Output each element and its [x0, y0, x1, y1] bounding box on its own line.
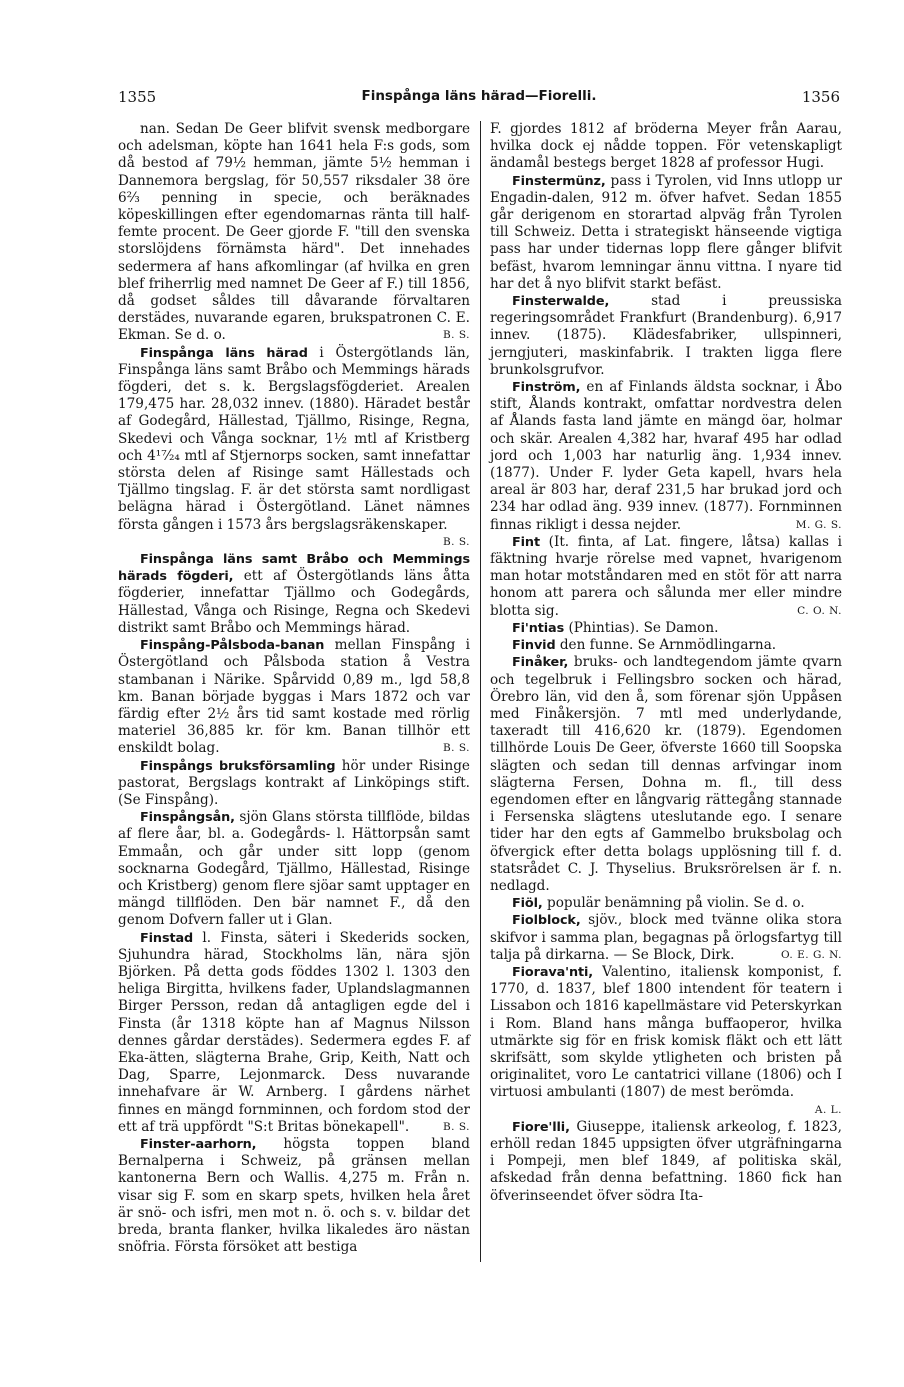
entry-text: hör under Risinge pastorat, Bergslags kontrakt af Linköpings stift. (Se Finspång).	[118, 757, 470, 808]
entry	[118, 809, 470, 929]
entry-text: l. Finsta, säteri i Skederids socken, Sjuhundra härad, Stockholms län, nära sjön Björken. På detta gods föddes 1302 l. 1303 den heliga Birgitta, hvilkens fader, Uplandslagmannen Birger Persson, redan då antagligen egde del i Finsta (år 1318 köpte han af Magnus Nilsson dennes gårdar derstädes). Sedermera egdes F. af Eka-ätten, slägterna Brahe, Grip, Keith, Natt och Dag, Sparre, Lejonmarck. Dess nuvarande innehafvare är W. Arnberg. I gårdens närhet finnes en mängd fornminnen, och fordom stod der ett af trä uppfördt "S:t Britas bönekapell".	[118, 929, 470, 1135]
entry-text: (It. finta, af Lat. fingere, låtsa) kallas i fäktning hvarje rörelse med vapnet, hvarigenom man hotar motståndaren med en stöt för att narra honom att parera och sålunda mer eller mindre blotta sig.	[490, 533, 842, 619]
entry-text: nan. Sedan De Geer blifvit svensk medborgare och adelsman, köpte han 1641 hela F:s gods, som då bestod af 79½ hemman, jämte 5½ hemman i Dannemora bergslag, för 50,557 riksdaler 38 öre 6⅔ penning in specie, och beräknades köpeskillingen efter egendomarnas ränta till half-femte procent. De Geer gjorde F. "till den svenska storslöjdens förnämsta härd". Det innehades sedermera af hans afkomlingar (af hvilka en gren blef friherrlig med namnet De Geer af F.) till 1856, då godset såldes till dåvarande förvaltaren derstädes, nuvarande egaren, brukspatronen C. E. Ekman. Se d. o.	[118, 121, 470, 344]
entry	[118, 637, 470, 757]
left-column	[118, 121, 470, 1256]
entry-headword: Fiorava'nti,	[512, 964, 594, 980]
entry-text: mellan Finspång i Östergötland och Pålsboda station å Vestra stambanan i Närike. Spårvidd 0,89 m., lgd 58,8 km. Banan började byggas i Mars 1872 och var färdig efter 2½ års tid samt kostade med rörlig materiel 36,885 kr. för km. Banan tillhör ett enskildt bolag.	[118, 637, 470, 757]
entry-signature: A. L.	[814, 1103, 842, 1116]
entry-headword: Finstad	[140, 930, 194, 946]
entry-headword: Fiore'lli,	[512, 1119, 570, 1135]
entry-text: i Östergötlands län, Finspånga läns samt Bråbo och Memmings härads fögderi, det s. k. Bergslagsfögderiet. Arealen 179,475 har. 28,032 innev. (1880). Häradet består af Godegård, Hällestad, Tjällmo, Risinge, Regna, Skedevi och Vånga socknar, 1½ mtl af Kristberg och 4¹⁷⁄₂₄ mtl af Stjernorps socken, samt innefattar största delen af Risinge samt Hällestads och Tjällmo tingslag. F. är det största samt nordligast belägna härad i Östergötland. Länet nämnes första gången i 1573 års bergslagsräkenskaper.	[118, 344, 470, 533]
entry-headword: Finster-aarhorn,	[140, 1136, 257, 1152]
entry	[490, 379, 842, 534]
entry-text: Giuseppe, italiensk arkeolog, f. 1823, erhöll redan 1845 uppsigten öfver utgräfningarna i Pompeji, men blef 1849, af politiska skäl, afskedad från denna befattning. 1860 fick han öfverinseendet öfver södra Ita-	[490, 1118, 842, 1204]
entry-text: sjön Glans största tillflöde, bildas af flere åar, bl. a. Godegårds- l. Hättorpsån samt Emmaån, och går under sitt lopp (genom socknarna Godegård, Tjällmo, Hällestad, Risinge och Kristberg) genom flere sjöar samt upptager en mängd tillflöden. Den bär namnet F., då den genom Dofvern faller ut i Glan.	[118, 809, 470, 929]
entry-headword: Fint	[512, 534, 540, 550]
page-header	[118, 88, 840, 110]
entry-signature: O. E. G. N.	[780, 948, 842, 961]
entry-signature: B. S.	[442, 1120, 470, 1133]
entry	[490, 121, 842, 173]
entry-headword: Finspång-Pålsboda-banan	[140, 638, 325, 654]
entry-signature: B. S.	[442, 742, 470, 755]
right-column	[490, 121, 842, 1205]
entry	[490, 895, 842, 912]
entry-text: Valentino, italiensk komponist, f. 1770, d. 1837, blef 1800 intendent för teatern i Lissabon och 1816 kapellmästare vid Peterskyrkan i Rom. Bland hans många buffaoperor, hvilka utmärkte sig för en frisk komisk fläkt och ett lätt skrifsätt, som skylde ytligheten och bristen på originalitet, voro Le cantatrici villane (1806) och I virtuosi ambulanti (1807) de mest berömda.	[490, 963, 842, 1101]
entry	[490, 912, 842, 964]
entry	[118, 758, 470, 810]
entry-text: bruks- och landtegendom jämte qvarn och tegelbruk i Fellingsbro socken och härad, Örebro län, vid den å, som förenar sjön Uppåsen med Finåkersjön. 7 mtl med underlydande, taxeradt till 416,620 kr. (1879). Egendomen tillhörde Louis De Geer, öfverste 1660 till Soopska slägten och sedan till dennas arfvingar inom slägterna Fersen, Dohna m. fl., till dess egendomen efter en långvarig rättegång stannade i Fersenska slägtens uteslutande ego. I senare tider har den egts af Gammelbo bruksbolag och öfvergick efter detta bolags upplösning till f. d. statsrådet C. J. Thyselius. Bruksrörelsen är f. n. nedlagd.	[490, 654, 842, 894]
page-number-right: 1356	[801, 88, 840, 106]
entry	[490, 654, 842, 895]
entry-headword: Finspångsån,	[140, 810, 235, 826]
entry	[118, 551, 470, 637]
entry	[118, 930, 470, 1136]
entry-text: den funne. Se Arnmödlingarna.	[555, 637, 777, 654]
entry-text: ett af Östergötlands läns åtta fögderier, innefattar Tjällmo och Godegårds, Hällestad, Vånga och Risinge, Regna och Skedevi distrikt samt Bråbo och Memmings härad.	[118, 568, 471, 636]
entry-text: pass i Tyrolen, vid Inns utlopp ur Engadin-dalen, 912 m. öfver hafvet. Sedan 1855 går derigenom en storartad alpväg från Tyrolen till Schweiz. Detta i strategiskt hänseende vigtiga pass har under tidernas lopp flere gånger blifvit befäst, hvarom lemningar ännu vittna. I nyare tid har det å nyo blifvit starkt befäst.	[490, 172, 842, 292]
entry-text: en af Finlands äldsta socknar, i Åbo stift, Ålands kontrakt, omfattar nordvestra delen af Ålands fasta land jämte en mängd öar, holmar och skär. Arealen 4,382 har, hvaraf 495 har odlad jord och 1,003 har naturlig äng. 1,934 innev. (1877). Under F. lyder Geta kapell, hvars hela areal är 803 har, deraf 231,5 har brukad jord och 234 har odlad äng. 939 innev. (1877). Fornminnen finnas rikligt i dessa nejder.	[490, 379, 842, 533]
column-divider	[480, 121, 481, 1262]
entry	[118, 345, 470, 551]
entry	[490, 620, 842, 637]
entry-text: F. gjordes 1812 af bröderna Meyer från Aarau, hvilka dock ej nådde toppen. För vetenskapligt ändamål bestegs berget 1828 af professor Hugi.	[490, 121, 842, 172]
entry-signature: M. G. S.	[795, 518, 842, 531]
entry	[118, 121, 470, 345]
entry	[490, 534, 842, 620]
entry	[118, 1136, 470, 1256]
entry	[490, 173, 842, 293]
entry-text: högsta toppen bland Bernalperna i Schweiz, på gränsen mellan kantonerna Bern och Wallis. 4,275 m. Från n. visar sig F. som en skarp spets, hvilken hela året är snö- och isfri, men mot n. ö. och s. v. bildar det breda, branta flanker, hvilka likaledes äro nästan snöfria. Första försöket att bestiga	[118, 1135, 470, 1256]
running-title: Finspånga läns härad—Fiorelli.	[361, 88, 597, 104]
entry-headword: Fi'ntias	[512, 620, 565, 636]
entry-headword: Finström,	[512, 380, 581, 396]
entry-headword: Finspånga läns samt Bråbo och Memmings härads fögderi,	[118, 552, 470, 585]
entry-headword: Finvid	[512, 638, 556, 654]
entry-headword: Finspångs bruksförsamling	[140, 758, 336, 774]
entry-headword: Fiolblock,	[512, 913, 581, 929]
entry	[490, 964, 842, 1119]
entry-signature: C. O. N.	[797, 604, 842, 617]
entry-text: sjöv., block med tvänne olika stora skifvor i samma plan, begagnas på örlogsfartyg till talja på dirkarna. — Se Block, Dirk.	[490, 912, 842, 963]
entry-signature: B. S.	[442, 329, 470, 342]
entry	[490, 637, 842, 654]
entry-headword: Finspånga läns härad	[140, 345, 308, 361]
entry-text: populär benämning på violin. Se d. o.	[542, 895, 805, 912]
page-number-left: 1355	[118, 88, 157, 106]
entry	[490, 1119, 842, 1205]
entry-headword: Finåker,	[512, 655, 569, 671]
entry-headword: Finstermünz,	[512, 173, 606, 189]
entry	[490, 293, 842, 379]
entry-signature: B. S.	[442, 535, 470, 548]
entry-headword: Fiöl,	[512, 896, 543, 912]
entry-text: (Phintias). Se Damon.	[564, 619, 719, 636]
entry-headword: Finsterwalde,	[512, 294, 610, 310]
entry-text: stad i preussiska regeringsområdet Frankfurt (Brandenburg). 6,917 innev. (1875). Klädesfabriker, ullspinneri, jerngjuteri, maskinfabrik. I trakten ligga flere brunkolsgrufvor.	[490, 293, 842, 378]
